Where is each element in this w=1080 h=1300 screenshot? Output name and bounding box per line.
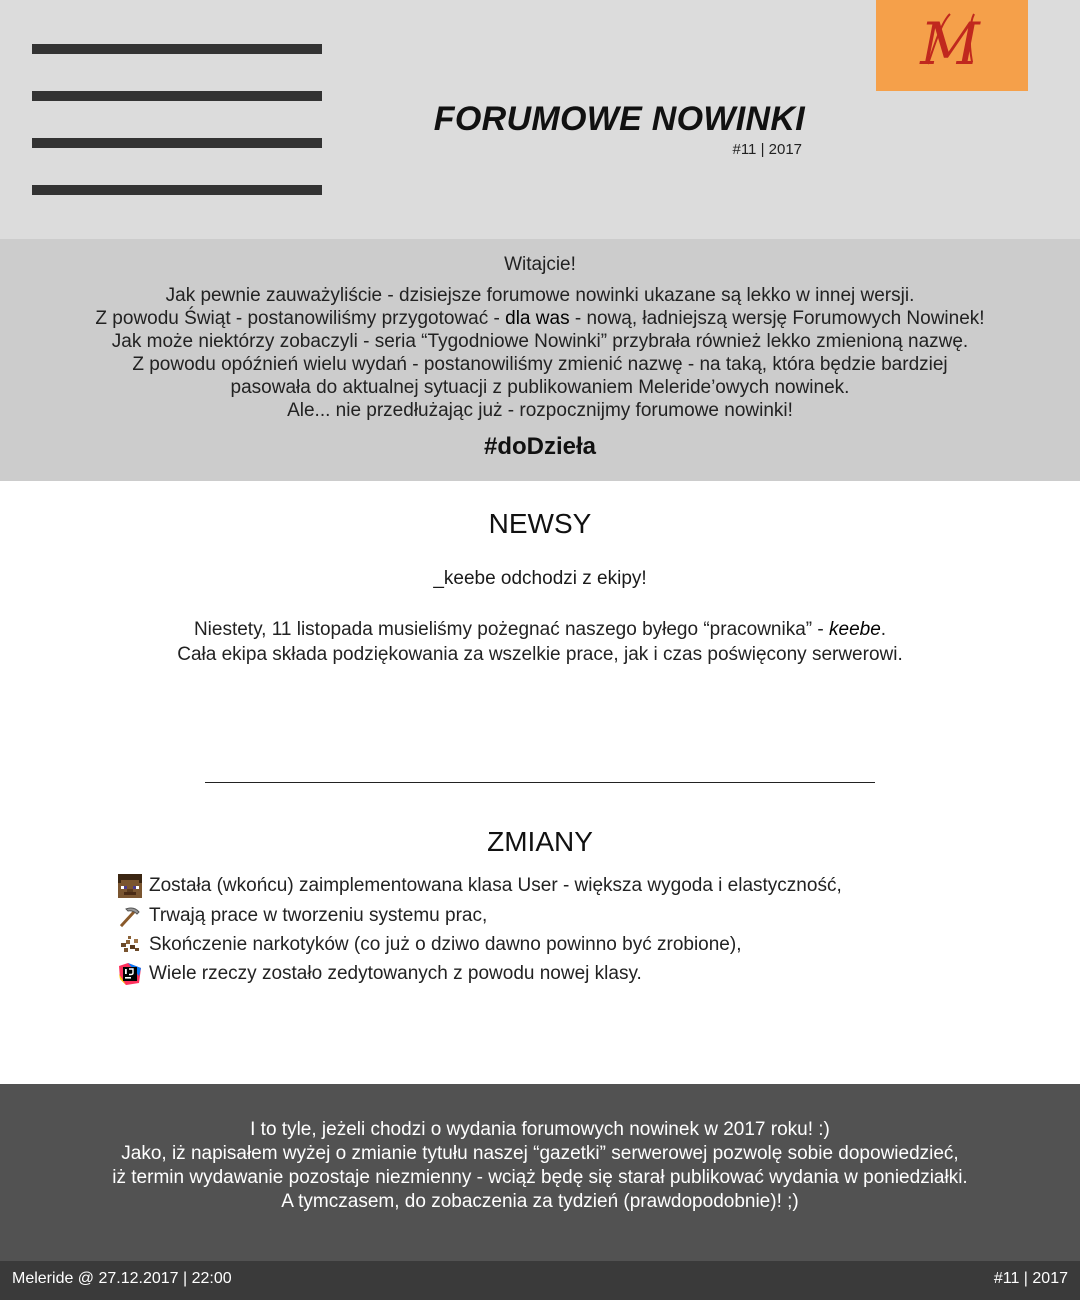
- news-text-line-2: Cała ekipa składa podziękowania za wszelkie prace, jak i czas poświęcony serwerowi.: [177, 644, 903, 665]
- change-item: [118, 933, 741, 957]
- change-item: [118, 874, 842, 898]
- news-text-start: Niestety, 11 listopada musieliśmy pożegnać naszego byłego “pracownika” -: [193, 619, 829, 640]
- header-stripe: [32, 138, 322, 148]
- footer-issue-number: #11 | 2017: [993, 1270, 1068, 1287]
- author-timestamp: Meleride @ 27.12.2017 | 22:00: [12, 1270, 232, 1287]
- intellij-icon: [118, 962, 142, 986]
- intro-line-2-emphasis: dla was: [505, 308, 570, 329]
- footer-line: iż termin wydawanie pozostaje niezmienny - wciąż będę się starał publikować wydania w poniedziałki.: [112, 1167, 968, 1188]
- issue-number: #11 | 2017: [732, 141, 802, 158]
- steve-head-icon: [118, 874, 142, 898]
- intro-line: Ale... nie przedłużając już - rozpocznijmy forumowe nowinki!: [287, 400, 793, 421]
- footer-line: I to tyle, jeżeli chodzi o wydania forumowych nowinek w 2017 roku! :): [250, 1119, 830, 1140]
- header-stripe: [32, 91, 322, 101]
- pickaxe-icon: [118, 904, 142, 928]
- news-text-end: .: [880, 619, 887, 640]
- change-item: [118, 962, 642, 986]
- header-stripe: [32, 44, 322, 54]
- change-text: Trwają prace w tworzeniu systemu prac,: [149, 905, 488, 926]
- hashtag: #doDzieła: [483, 433, 597, 460]
- intro-line: pasowała do aktualnej sytuacji z publikowaniem Meleride’owych nowinek.: [230, 377, 850, 398]
- intro-line-2: [0, 307, 1080, 330]
- meleride-logo: [876, 0, 1028, 91]
- intro-line-2-end: - nową, ładniejszą wersję Forumowych Nowinek!: [569, 308, 985, 329]
- news-headline: _keebe odchodzi z ekipy!: [433, 568, 647, 589]
- logo-letter: M: [920, 10, 980, 78]
- change-text: Została (wkońcu) zaimplementowana klasa User - większa wygoda i elastyczność,: [149, 875, 842, 896]
- change-item: [118, 904, 487, 928]
- intro-line-2-start: Z powodu Świąt - postanowiliśmy przygotować -: [95, 308, 506, 329]
- footer-line: Jako, iż napisałem wyżej o zmianie tytułu naszej “gazetki” serwerowej pozwolę sobie dopowiedzieć,: [121, 1143, 959, 1164]
- intro-line: Jak pewnie zauważyliście - dzisiejsze forumowe nowinki ukazane są lekko w innej wersji.: [165, 285, 915, 306]
- changes-section-title: ZMIANY: [487, 826, 593, 857]
- news-text-line-1: [0, 619, 1080, 641]
- intro-line: Z powodu opóźnień wielu wydań - postanowiliśmy zmienić nazwę - na taką, która będzie bardziej: [132, 354, 948, 375]
- header-stripe: [32, 185, 322, 195]
- news-section-title: NEWSY: [488, 508, 592, 539]
- page-title: FORUMOWE NOWINKI: [433, 100, 805, 138]
- intro-greeting: Witajcie!: [504, 254, 576, 275]
- section-divider: [205, 782, 875, 783]
- change-text: Wiele rzeczy zostało zedytowanych z powodu nowej klasy.: [149, 963, 642, 984]
- intro-line: Jak może niektórzy zobaczyli - seria “Tygodniowe Nowinki” przybrała również lekko zmienioną nazwę.: [111, 331, 969, 352]
- footer-line: A tymczasem, do zobaczenia za tydzień (prawdopodobnie)! ;): [281, 1191, 799, 1212]
- drugs-icon: [118, 933, 142, 957]
- change-text: Skończenie narkotyków (co już o dziwo dawno powinno być zrobione),: [149, 934, 742, 955]
- news-text-name: keebe: [829, 619, 881, 640]
- header: [0, 0, 1080, 239]
